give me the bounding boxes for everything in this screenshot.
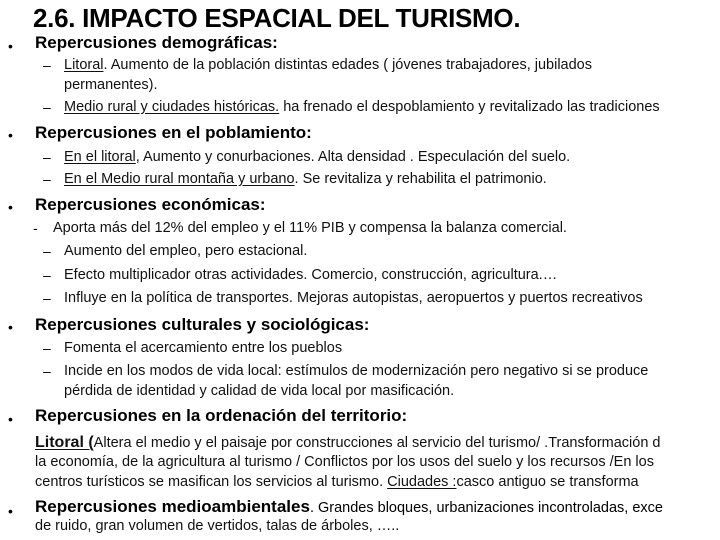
paragraph-line: Litoral (Altera el medio y el paisaje por construcciones al servicio del turismo/ .Transformación d — [35, 434, 661, 451]
page-title: 2.6. IMPACTO ESPACIAL DEL TURISMO. — [33, 3, 521, 33]
list-item-aporta: Aporta más del 12% del empleo y el 11% PIB y compensa la balanza comercial. — [53, 220, 567, 236]
list-item-fomenta: Fomenta el acercamiento entre los pueblos — [64, 340, 343, 356]
bullet-dot: • — [8, 199, 13, 215]
list-item-empleo: Aumento del empleo, pero estacional. — [64, 243, 308, 259]
section-heading-ordenacion: Repercusiones en la ordenación del territorio: — [35, 406, 408, 425]
dash-bullet: – — [43, 363, 51, 379]
section-heading-economicas: Repercusiones económicas: — [35, 195, 266, 214]
list-item-transportes: Influye en la política de transportes. Mejoras autopistas, aeropuertos y puertos recreativos — [64, 290, 643, 306]
dash-bullet: - — [33, 220, 38, 236]
list-item-efecto-multiplicador: Efecto multiplicador otras actividades. Comercio, construcción, agricultura.… — [64, 267, 558, 283]
underlined-term: Litoral — [64, 57, 104, 73]
dash-bullet: – — [43, 243, 51, 259]
bullet-dot: • — [8, 503, 13, 519]
list-item-incide: Incide en los modos de vida local: estímulos de modernización pero negativo si se produce — [64, 363, 649, 379]
list-item-en-el-litoral: En el litoral, Aumento y conurbaciones. Alta densidad . Especulación del suelo. — [64, 149, 571, 165]
paragraph-line: de ruido, gran volumen de vertidos, talas de árboles, ….. — [35, 518, 400, 534]
list-item-medio-rural: Medio rural y ciudades históricas. ha frenado el despoblamiento y revitalizado las tradiciones — [64, 99, 660, 115]
dash-bullet: – — [43, 149, 51, 165]
paragraph-line: centros turísticos se masifican los servicios al turismo. Ciudades :casco antiguo se transforma — [35, 474, 639, 490]
list-item-litoral: Litoral. Aumento de la población distintas edades ( jóvenes trabajadores, jubilados — [64, 57, 592, 73]
section-heading-medioambientales: Repercusiones medioambientales — [35, 497, 310, 516]
paragraph-line: Repercusiones medioambientales. Grandes bloques, urbanizaciones incontroladas, exce — [35, 497, 663, 516]
dash-bullet: – — [43, 171, 51, 187]
underlined-term: En el litoral — [64, 149, 136, 165]
paragraph-line: la economía, de la agricultura al turismo / Conflictos por los usos del suelo y los recursos /En los — [35, 454, 654, 470]
dash-bullet: – — [43, 340, 51, 356]
underlined-term: En el Medio rural montaña y urbano — [64, 171, 295, 187]
underlined-term: Litoral ( — [35, 434, 94, 451]
list-item-medio-rural-montana: En el Medio rural montaña y urbano. Se revitaliza y rehabilita el patrimonio. — [64, 171, 547, 187]
list-item-continuation: pérdida de identidad y calidad de vida local por masificación. — [64, 383, 455, 399]
dash-bullet: – — [43, 99, 51, 115]
underlined-term: Ciudades : — [387, 474, 457, 490]
bullet-dot: • — [8, 127, 13, 143]
dash-bullet: – — [43, 57, 51, 73]
list-item-continuation: permanentes). — [64, 77, 158, 93]
dash-bullet: – — [43, 290, 51, 306]
dash-bullet: – — [43, 267, 51, 283]
bullet-dot: • — [8, 319, 13, 335]
bullet-dot: • — [8, 38, 13, 54]
section-heading-culturales: Repercusiones culturales y sociológicas: — [35, 315, 370, 334]
underlined-term: Medio rural y ciudades históricas. — [64, 99, 280, 115]
section-heading-poblamiento: Repercusiones en el poblamiento: — [35, 123, 312, 142]
section-heading-demograficas: Repercusiones demográficas: — [35, 33, 278, 52]
bullet-dot: • — [8, 411, 13, 427]
